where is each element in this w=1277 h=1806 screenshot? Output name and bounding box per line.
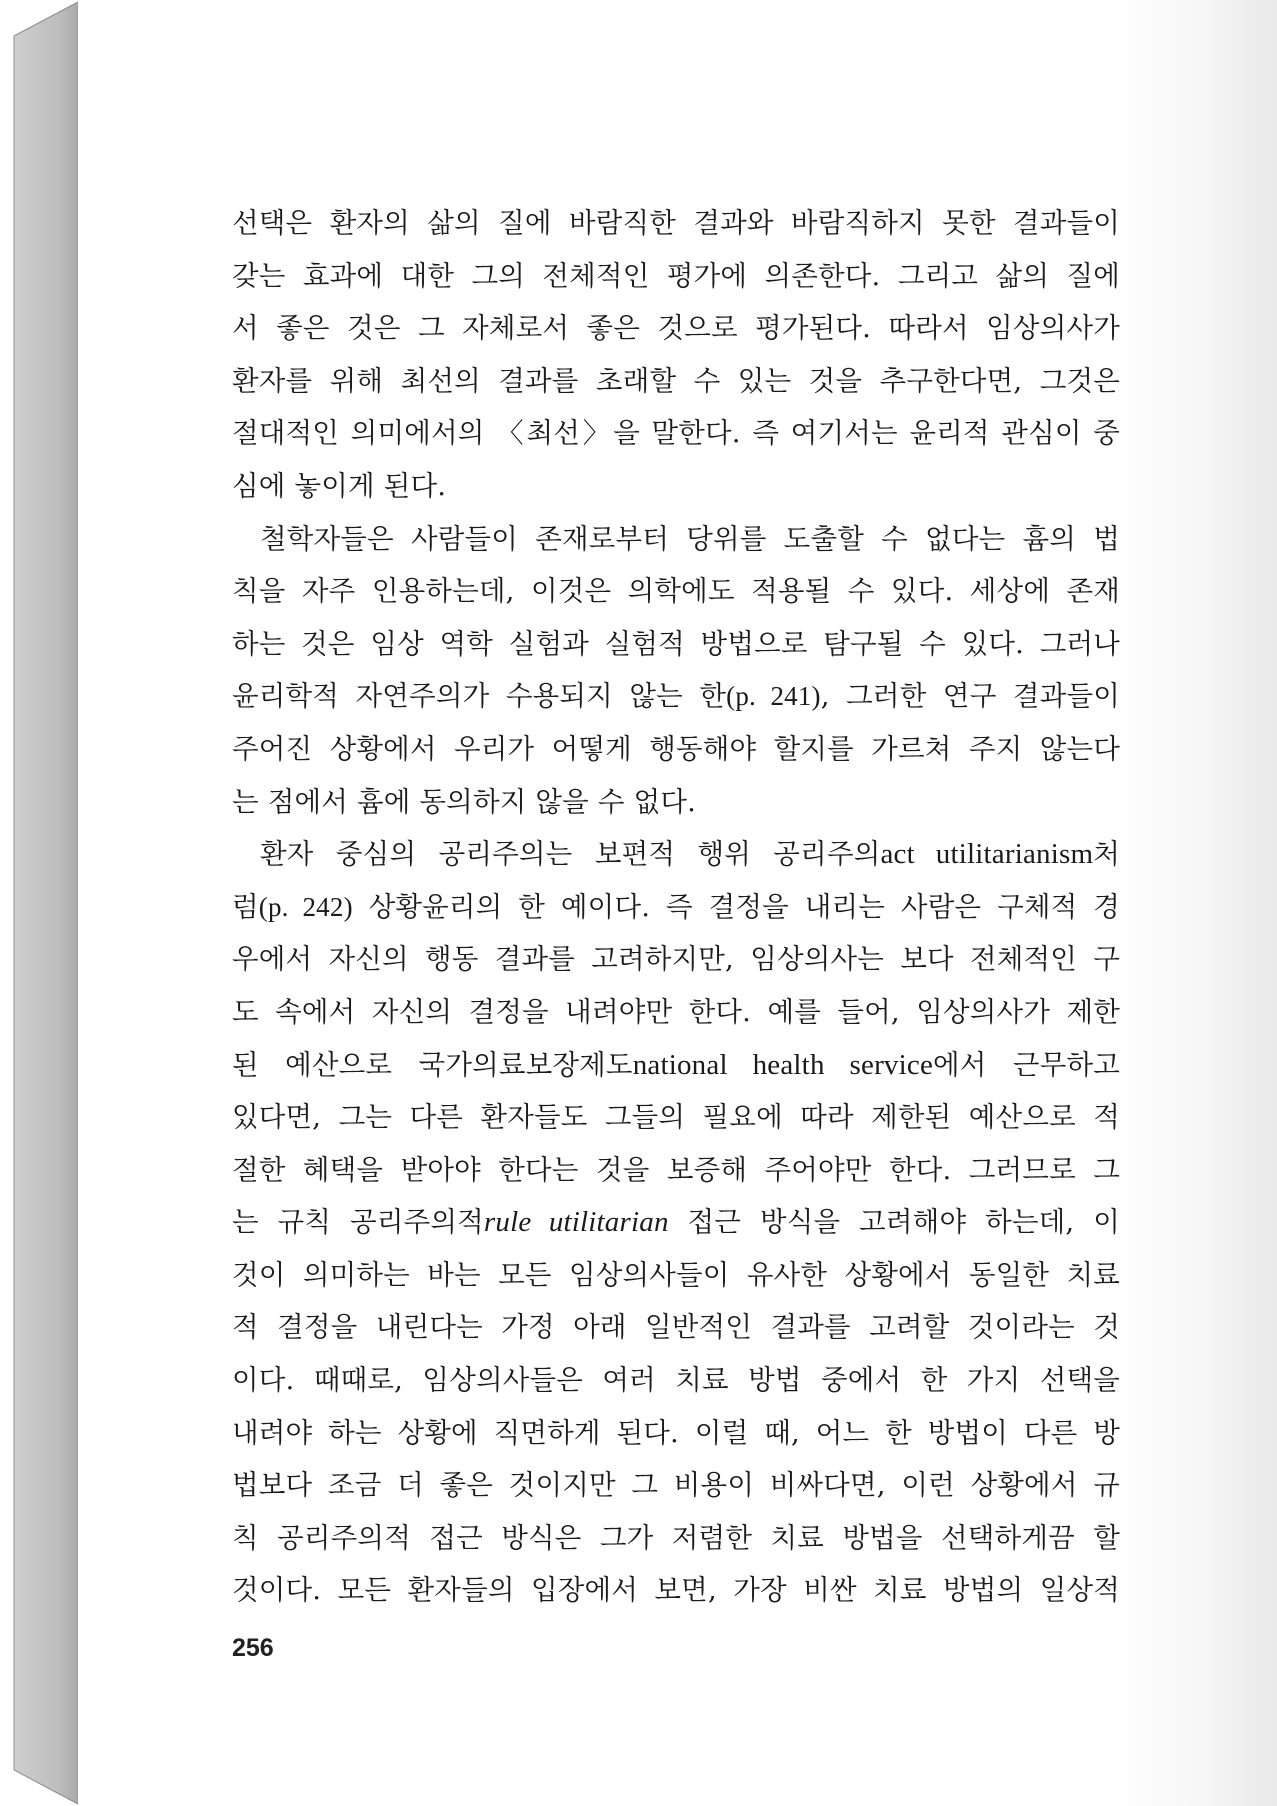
english-term: national health service: [632, 1048, 934, 1081]
line-segment: 에서 근무하고: [933, 1048, 1120, 1081]
english-term: act utilitarianism: [880, 838, 1094, 871]
text-line: 갖는 효과에 대한 그의 전체적인 평가에 의존한다. 그리고 삶의 질에: [232, 259, 1120, 292]
line-segment: 환자 중심의 공리주의는 보편적 행위 공리주의: [260, 838, 881, 871]
line-segment: 럼: [232, 890, 259, 923]
text-line: 환자를 위해 최선의 결과를 초래할 수 있는 것을 추구한다면, 그것은: [232, 364, 1120, 397]
text-line: 심에 놓이게 된다.: [232, 469, 447, 502]
text-line: 서 좋은 것은 그 자체로서 좋은 것으로 평가된다. 따라서 임상의사가: [232, 312, 1120, 345]
line-segment: 처: [1093, 838, 1120, 871]
body-text: [232, 197, 1120, 1617]
text-line: [232, 1039, 1120, 1092]
text-line: [232, 828, 1120, 881]
text-line: 있다면, 그는 다른 환자들도 그들의 필요에 따라 제한된 예산으로 적: [232, 1101, 1120, 1134]
text-line: 하는 것은 임상 역학 실험과 실험적 방법으로 탐구될 수 있다. 그러나: [232, 627, 1120, 660]
line-segment: 된 예산으로 국가의료보장제도: [232, 1048, 633, 1081]
text-line: 것이다. 모든 환자들의 입장에서 보면, 가장 비싼 치료 방법의 일상적: [232, 1574, 1120, 1607]
text-line: 법보다 조금 더 좋은 것이지만 그 비용이 비싸다면, 이런 상황에서 규: [232, 1469, 1120, 1502]
text-line: 것이 의미하는 바는 모든 임상의사들이 유사한 상황에서 동일한 치료: [232, 1258, 1120, 1291]
text-line: [232, 1196, 1120, 1249]
line-segment: 상황윤리의 한 예이다. 즉 결정을 내리는 사람은 구체적 경: [352, 890, 1120, 923]
text-line: 절대적인 의미에서의 〈최선〉을 말한다. 즉 여기서는 윤리적 관심이 중: [232, 417, 1120, 450]
text-line: 철학자들은 사람들이 존재로부터 당위를 도출할 수 없다는 흄의 법: [260, 522, 1120, 555]
text-line: 내려야 하는 상황에 직면하게 된다. 이럴 때, 어느 한 방법이 다른 방: [232, 1416, 1120, 1449]
page-reference: (p. 242): [258, 891, 353, 922]
text-line: [232, 670, 1120, 723]
english-term-italic: rule utilitarian: [483, 1206, 669, 1239]
line-segment: 접근 방식을 고려해야 하는데, 이: [668, 1206, 1120, 1239]
page-number: 256: [232, 1634, 274, 1662]
text-line: 칙 공리주의적 접근 방식은 그가 저렴한 치료 방법을 선택하게끔 할: [232, 1521, 1120, 1554]
line-segment: 는 규칙 공리주의적: [232, 1206, 484, 1239]
text-line: 선택은 환자의 삶의 질에 바람직한 결과와 바람직하지 못한 결과들이: [232, 207, 1120, 239]
text-line: 우에서 자신의 행동 결과를 고려하지만, 임상의사는 보다 전체적인 구: [232, 943, 1120, 976]
text-line: 는 점에서 흄에 동의하지 않을 수 없다.: [232, 785, 697, 818]
text-line: 도 속에서 자신의 결정을 내려야만 한다. 예를 들어, 임상의사가 제한: [232, 995, 1120, 1028]
text-line: [232, 881, 1120, 934]
line-segment: 윤리학적 자연주의가 수용되지 않는 한: [232, 680, 727, 713]
page-reference: (p. 241): [726, 681, 821, 712]
text-line: 이다. 때때로, 임상의사들은 여러 치료 방법 중에서 한 가지 선택을: [232, 1364, 1120, 1397]
text-line: 주어진 상황에서 우리가 어떻게 행동해야 할지를 가르쳐 주지 않는다: [232, 732, 1120, 765]
text-line: 칙을 자주 인용하는데, 이것은 의학에도 적용될 수 있다. 세상에 존재: [232, 575, 1120, 608]
text-line: 절한 혜택을 받아야 한다는 것을 보증해 주어야만 한다. 그러므로 그: [232, 1153, 1120, 1186]
text-line: 적 결정을 내린다는 가정 아래 일반적인 결과를 고려할 것이라는 것: [232, 1311, 1120, 1344]
line-segment: , 그러한 연구 결과들이: [820, 680, 1120, 713]
